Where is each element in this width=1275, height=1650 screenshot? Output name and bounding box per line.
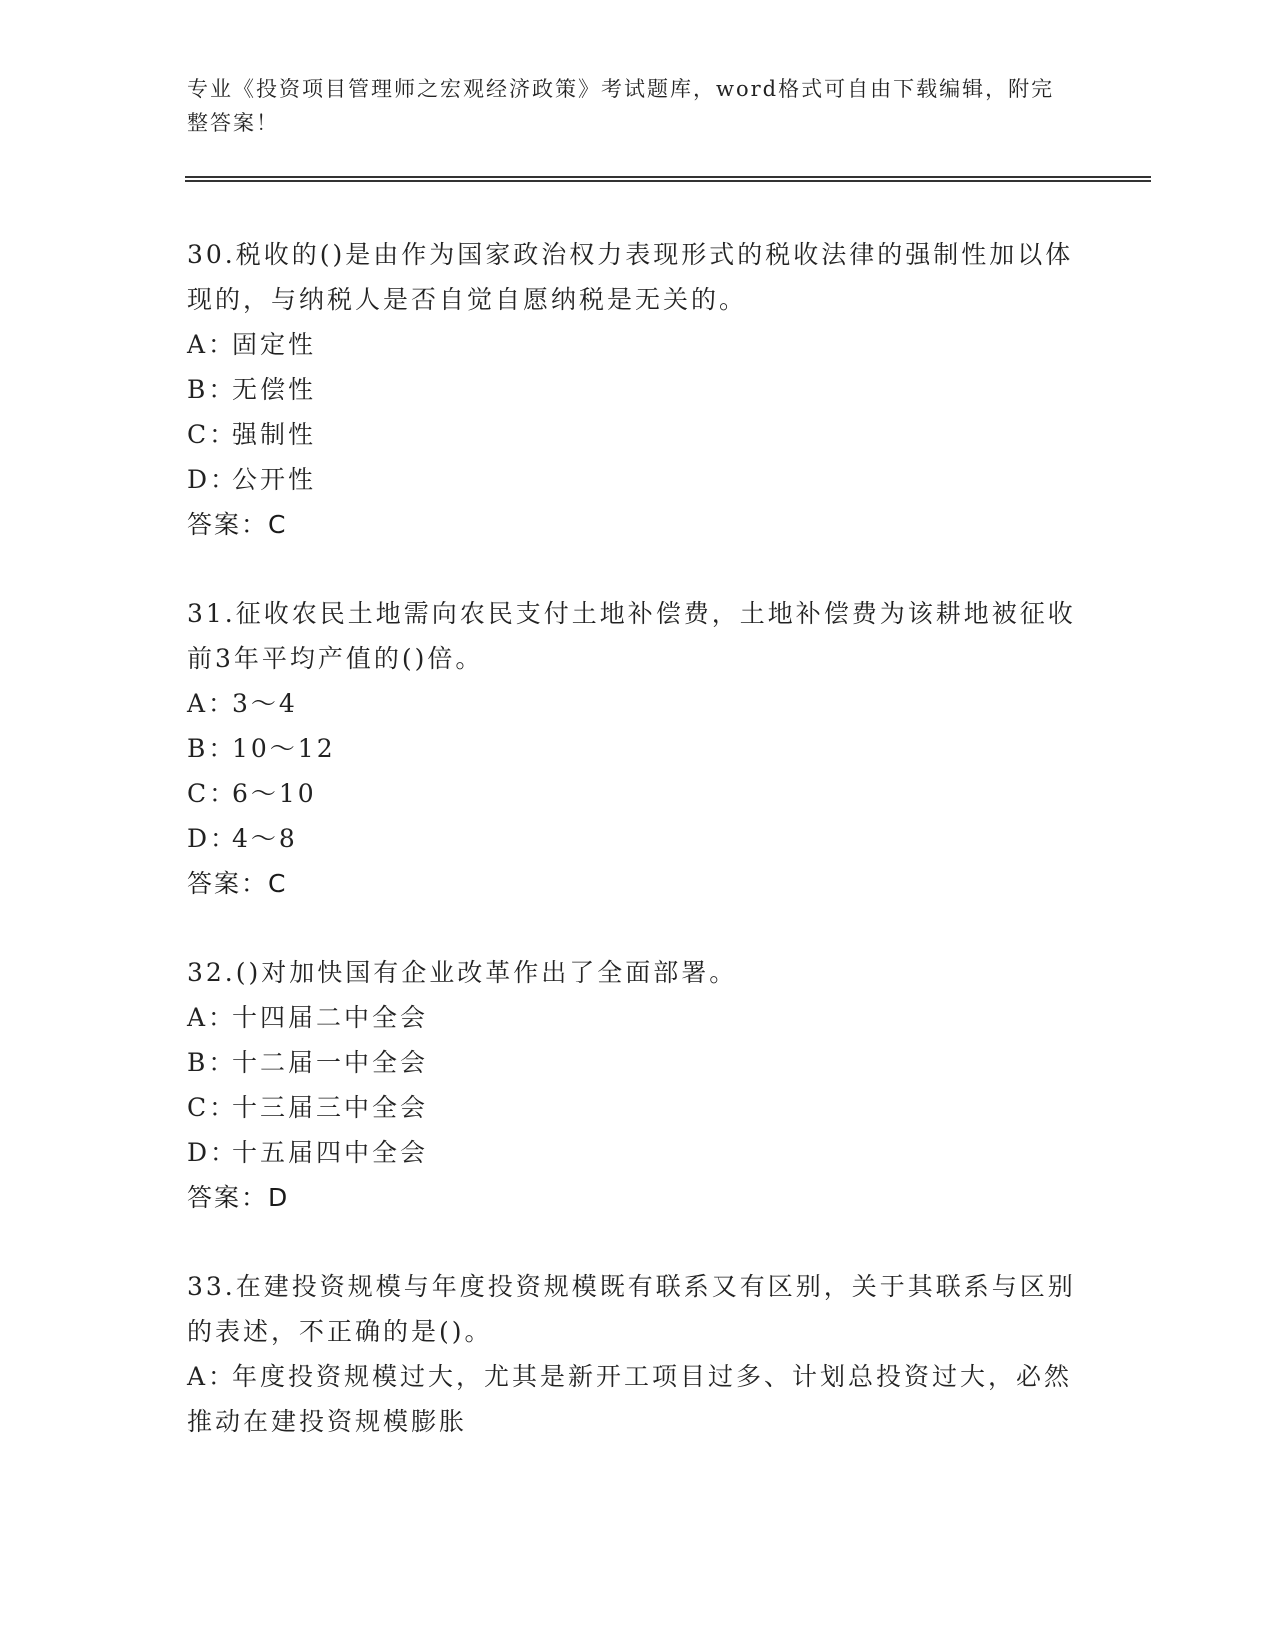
option-key: B： [187,375,237,404]
question-33 [187,1264,1087,1444]
option-d [187,816,1087,861]
option-text: 6～10 [232,779,317,808]
option-a [187,322,1087,367]
option-text: 强制性 [232,420,317,449]
option-text: 4～8 [232,824,298,853]
option-key: A： [187,1003,237,1032]
option-c [187,771,1087,816]
question-text: 33.在建投资规模与年度投资规模既有联系又有区别，关于其联系与区别的表述，不正确的是()。 [187,1272,1076,1346]
option-c [187,412,1087,457]
option-text: 10～12 [232,734,336,763]
question-list [187,232,1087,1488]
option-text: 固定性 [232,330,317,359]
option-a [187,995,1087,1040]
header-text: 专业《投资项目管理师之宏观经济政策》考试题库，word格式可自由下载编辑，附完整答案！ [187,77,1055,135]
question-30 [187,232,1087,547]
option-key: A： [187,689,237,718]
question-31 [187,591,1087,906]
option-key: D： [187,824,239,853]
option-key: B： [187,734,237,763]
option-d [187,1130,1087,1175]
option-text: 年度投资规模过大，尤其是新开工项目过多、计划总投资过大，必然推动在建投资规模膨胀 [187,1362,1073,1436]
option-key: A： [187,330,237,359]
question-text: 32.()对加快国有企业改革作出了全面部署。 [187,958,738,987]
option-b [187,726,1087,771]
option-key: A： [187,1362,237,1391]
option-b [187,367,1087,412]
header-double-rule [185,176,1151,182]
option-b [187,1040,1087,1085]
option-key: D： [187,465,239,494]
option-text: 十四届二中全会 [232,1003,429,1032]
option-text: 十五届四中全会 [232,1138,429,1167]
answer-line: 答案：C [187,510,288,539]
option-key: B： [187,1048,237,1077]
question-text: 30.税收的()是由作为国家政治权力表现形式的税收法律的强制性加以体现的，与纳税人是否自觉自愿纳税是无关的。 [187,240,1074,314]
option-a [187,1354,1087,1444]
option-text: 十二届一中全会 [232,1048,429,1077]
option-a [187,681,1087,726]
option-text: 公开性 [232,465,317,494]
option-key: C： [187,1093,238,1122]
option-c [187,1085,1087,1130]
option-text: 3～4 [232,689,298,718]
option-key: C： [187,420,238,449]
option-d [187,457,1087,502]
document-header [187,72,1067,140]
answer-line: 答案：C [187,869,288,898]
option-text: 无偿性 [232,375,317,404]
question-32 [187,950,1087,1220]
question-text: 31.征收农民土地需向农民支付土地补偿费，土地补偿费为该耕地被征收前3年平均产值的()倍。 [187,599,1076,673]
option-text: 十三届三中全会 [232,1093,429,1122]
answer-line: 答案：D [187,1183,290,1212]
option-key: D： [187,1138,239,1167]
option-key: C： [187,779,238,808]
